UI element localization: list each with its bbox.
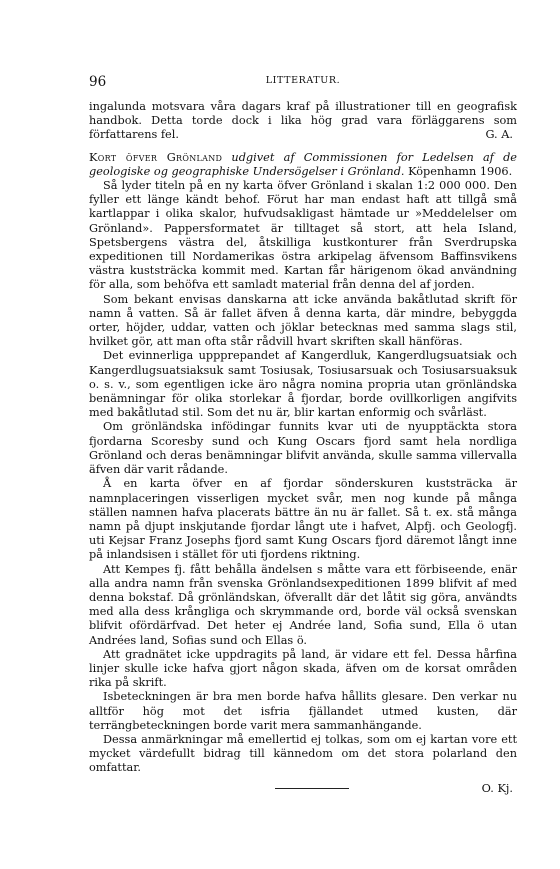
- entry-subtitle: udgivet af Commissionen for Ledelsen af de geologiske og geographiske Undersögelser i Grönland.: [89, 150, 517, 178]
- paragraph: Så lyder titeln på en ny karta öfver Grönland i skalan 1:2 000 000. Den fyller ett länge kändt behof. Förut har man endast haft att tillgå små kartlappar i olika skalor, hufvudsakligast hämtade ur »Meddelelser om Grönland». Pappersformatet är tilltaget så stort, att hela Island, Spetsbergens västra del, åtskilliga kustkonturer från Sverdrupska expeditionen till Nordamerikas östra arkipelag äfvensom Baffinsvikens västra kuststräcka kommit med. Kartan får härigenom ökad användning för alla, som behöfva ett samladt material från denna del af jorden.: [89, 179, 517, 292]
- paragraph: Som bekant envisas danskarna att icke använda bakåtlutad skrift för namn å vatten. Så är fallet äfven å denna karta, där mindre, bebyggda orter, höjder, uddar, vatten och jöklar betecknas med samma slags stil, hvilket gör, att man ofta står rådvill hvart skriften skall hänföras.: [89, 292, 517, 349]
- page-header: [89, 74, 517, 90]
- paragraph: Dessa anmärkningar må emellertid ej tolkas, som om ej kartan vore ett mycket värdefullt bidrag till kännedom om det stora polarland den omfattar.: [89, 732, 517, 775]
- running-title: LITTERATUR.: [265, 75, 341, 86]
- signature: G. A.: [485, 128, 513, 142]
- signature: O. Kj.: [481, 781, 513, 795]
- separator-rule: [275, 788, 349, 789]
- review-entry-title: [89, 151, 517, 179]
- paragraph: ingalunda motsvara våra dagars kraf på illustrationer till en geografisk handbok. Detta torde dock i lika hög grad vara förläggarens som författarens fel.: [89, 100, 517, 142]
- article-body: [89, 100, 517, 800]
- paragraph: Isbeteckningen är bra men borde hafva hållits glesare. Den verkar nu alltför hög mot det isfria fjällandet utmed kusten, där terrängbeteckningen borde varit mera sammanhängande.: [89, 690, 517, 732]
- page-number: 96: [89, 74, 107, 90]
- paragraph: Att gradnätet icke uppdragits på land, är vidare ett fel. Dessa hårfina linjer skulle icke hafva gjort någon skada, äfven om de korsat områden rika på skrift.: [89, 647, 517, 690]
- closing-row: [89, 782, 517, 800]
- paragraph: Att Kempes fj. fått behålla ändelsen s måtte vara ett förbiseende, enär alla andra namn från svenska Grönlandsexpeditionen 1899 blifvit af med denna bokstaf. Då grönländskan, öfverallt där det låtit sig göra, användts med alla dess krångliga och skrymmande ord, borde väl också svenskan blifvit ofördärfvad. Det heter ej Andrée land, Sofia sund, Ella ö utan Andrées land, Sofias sund och Ellas ö.: [89, 562, 517, 647]
- entry-title: Kort öfver Grönland: [89, 150, 223, 164]
- entry-place: Köpenhamn 1906.: [404, 164, 513, 178]
- paragraph: Det evinnerliga uppprepandet af Kangerdluk, Kangerdlugsuatsiak och Kangerdlugsuatsiaksuk samt Tosiusak, Tosiusarsuak och Tosiusarsuaksuk o. s. v., som egentligen icke äro några nomina propria utan grönländska benämningar för olika storlekar å fjordar, borde ovillkorligen angifvits med bakåtlutad stil. Som det nu är, blir kartan enformig och svårläst.: [89, 349, 517, 420]
- paragraph: Om grönländska infödingar funnits kvar uti de nyupptäckta stora fjordarna Scoresby sund och Kung Oscars fjord samt hela nordliga Grönland och deras benämningar blifvit använda, skulle samma villervalla äfven där varit rådande.: [89, 420, 517, 477]
- paragraph: Å en karta öfver en af fjordar sönderskuren kuststräcka är namnplaceringen visserligen mycket svår, men nog kunde på många ställen namnen hafva placerats bättre än nu är fallet. Så t. ex. stå många namn på djupt inskjutande fjordar långt ute i hafvet, Alpfj. och Geologfj. uti Kejsar Franz Josephs fjord samt Kung Oscars fjord däremot långt inne på inlandsisen i stället för uti fjordens riktning.: [89, 477, 517, 562]
